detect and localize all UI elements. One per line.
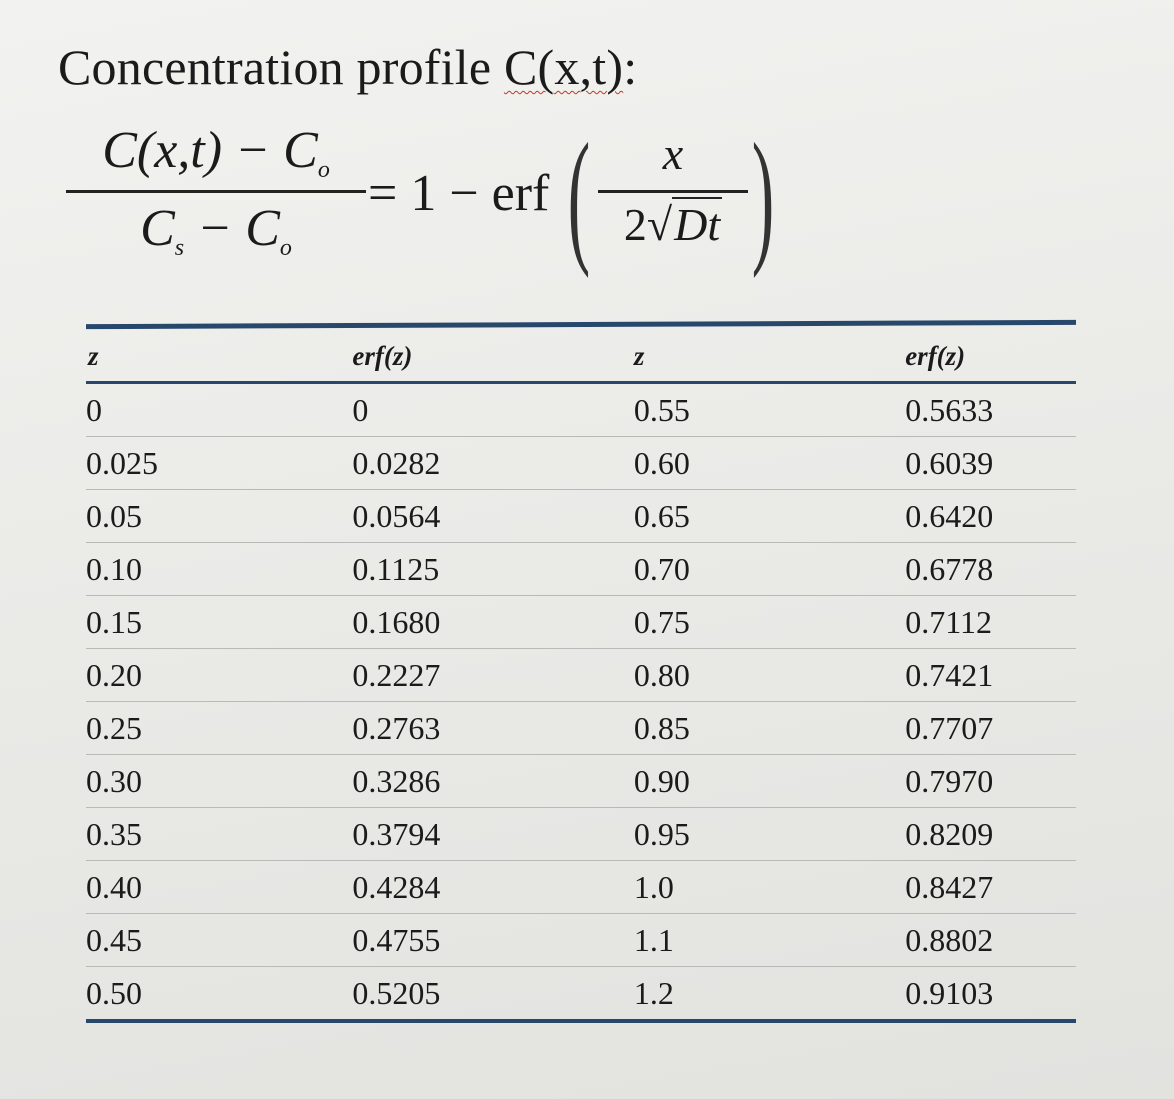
table-header-row — [86, 331, 1076, 383]
cell-z: 0.90 — [634, 755, 905, 808]
cell-erf: 0.0564 — [352, 490, 633, 543]
left-numerator-subscript: o — [317, 157, 330, 183]
cell-z: 0.65 — [634, 490, 905, 543]
cell-z: 0.50 — [86, 967, 352, 1022]
header-erf-2: erf(z) — [905, 331, 1076, 383]
cell-erf: 0.8427 — [905, 861, 1076, 914]
table-row — [86, 543, 1076, 596]
cell-erf: 0.2763 — [352, 702, 633, 755]
table-row — [86, 596, 1076, 649]
cell-z: 0.025 — [86, 437, 352, 490]
cell-z: 0.75 — [634, 596, 905, 649]
erf-equation — [66, 113, 786, 300]
left-numerator — [66, 120, 366, 186]
cell-z: 0.40 — [86, 861, 352, 914]
left-fraction-bar — [66, 190, 366, 193]
right-fraction — [598, 126, 748, 253]
header-z-1: z — [86, 331, 352, 383]
equation-rhs: = 1 − erf — [368, 165, 550, 222]
cell-z: 1.1 — [634, 914, 905, 967]
cell-erf: 0.1680 — [352, 596, 633, 649]
cell-z: 0.25 — [86, 702, 352, 755]
cell-z: 0.05 — [86, 490, 352, 543]
cell-erf: 0.1125 — [352, 543, 633, 596]
cell-erf: 0.4284 — [352, 861, 633, 914]
left-numerator-text: C(x,t) − C — [102, 122, 318, 179]
cell-z: 0.70 — [634, 543, 905, 596]
cell-erf: 0.6778 — [905, 543, 1076, 596]
cell-erf: 0.0282 — [352, 437, 633, 490]
table-row — [86, 383, 1076, 437]
cell-erf: 0.7421 — [905, 649, 1076, 702]
cell-z: 0.95 — [634, 808, 905, 861]
cell-z: 0.20 — [86, 649, 352, 702]
cell-z: 0.35 — [86, 808, 352, 861]
cell-erf: 0.9103 — [905, 967, 1076, 1022]
right-denominator-coef: 2 — [623, 199, 647, 250]
left-denominator — [66, 199, 366, 278]
cell-erf: 0.5205 — [352, 967, 633, 1022]
table-row — [86, 490, 1076, 543]
cell-erf: 0.3286 — [352, 755, 633, 808]
cell-erf: 0.8209 — [905, 808, 1076, 861]
cell-erf: 0.4755 — [352, 914, 633, 967]
table-body — [86, 383, 1076, 1022]
cell-erf: 0.7970 — [905, 755, 1076, 808]
cell-z: 0.15 — [86, 596, 352, 649]
cell-z: 0.55 — [634, 383, 905, 437]
left-denominator-minus: − C — [184, 200, 280, 257]
erf-table — [86, 331, 1076, 1023]
cell-z: 0.45 — [86, 914, 352, 967]
right-fraction-bar — [598, 190, 748, 193]
left-fraction — [66, 120, 366, 278]
cell-z: 0.10 — [86, 543, 352, 596]
table-row — [86, 808, 1076, 861]
title-colon: : — [623, 39, 638, 95]
page-title — [58, 38, 637, 96]
left-denominator-cs: C — [140, 200, 175, 257]
cell-erf: 0.7112 — [905, 596, 1076, 649]
cell-z: 1.2 — [634, 967, 905, 1022]
left-denominator-cs-subscript: s — [174, 235, 185, 261]
header-erf-1: erf(z) — [352, 331, 633, 383]
table-row — [86, 914, 1076, 967]
table-row — [86, 437, 1076, 490]
cell-z: 0 — [86, 383, 352, 437]
cell-erf: 0.3794 — [352, 808, 633, 861]
cell-z: 0.60 — [634, 437, 905, 490]
cell-erf: 0.7707 — [905, 702, 1076, 755]
erf-table-container — [76, 322, 1076, 1023]
header-z-2: z — [634, 331, 905, 383]
title-text: Concentration profile — [58, 39, 504, 95]
title-function: C(x,t) — [503, 39, 624, 95]
right-denominator — [598, 197, 748, 253]
left-denominator-co-subscript: o — [279, 235, 292, 261]
table-row — [86, 649, 1076, 702]
cell-z: 0.85 — [634, 702, 905, 755]
right-numerator: x — [662, 128, 684, 179]
cell-z: 1.0 — [634, 861, 905, 914]
cell-erf: 0.6420 — [905, 490, 1076, 543]
table-row — [86, 861, 1076, 914]
table-row — [86, 755, 1076, 808]
cell-z: 0.30 — [86, 755, 352, 808]
right-parenthesis: ) — [751, 113, 775, 279]
right-denominator-radicand: Dt — [674, 199, 721, 250]
cell-erf: 0.5633 — [905, 383, 1076, 437]
cell-erf: 0 — [352, 383, 633, 437]
sqrt-icon: √ — [646, 199, 673, 250]
cell-z: 0.80 — [634, 649, 905, 702]
cell-erf: 0.6039 — [905, 437, 1076, 490]
table-row — [86, 967, 1076, 1022]
table-top-rule — [86, 320, 1076, 329]
table-row — [86, 702, 1076, 755]
cell-erf: 0.8802 — [905, 914, 1076, 967]
cell-erf: 0.2227 — [352, 649, 633, 702]
left-parenthesis: ( — [567, 113, 591, 279]
